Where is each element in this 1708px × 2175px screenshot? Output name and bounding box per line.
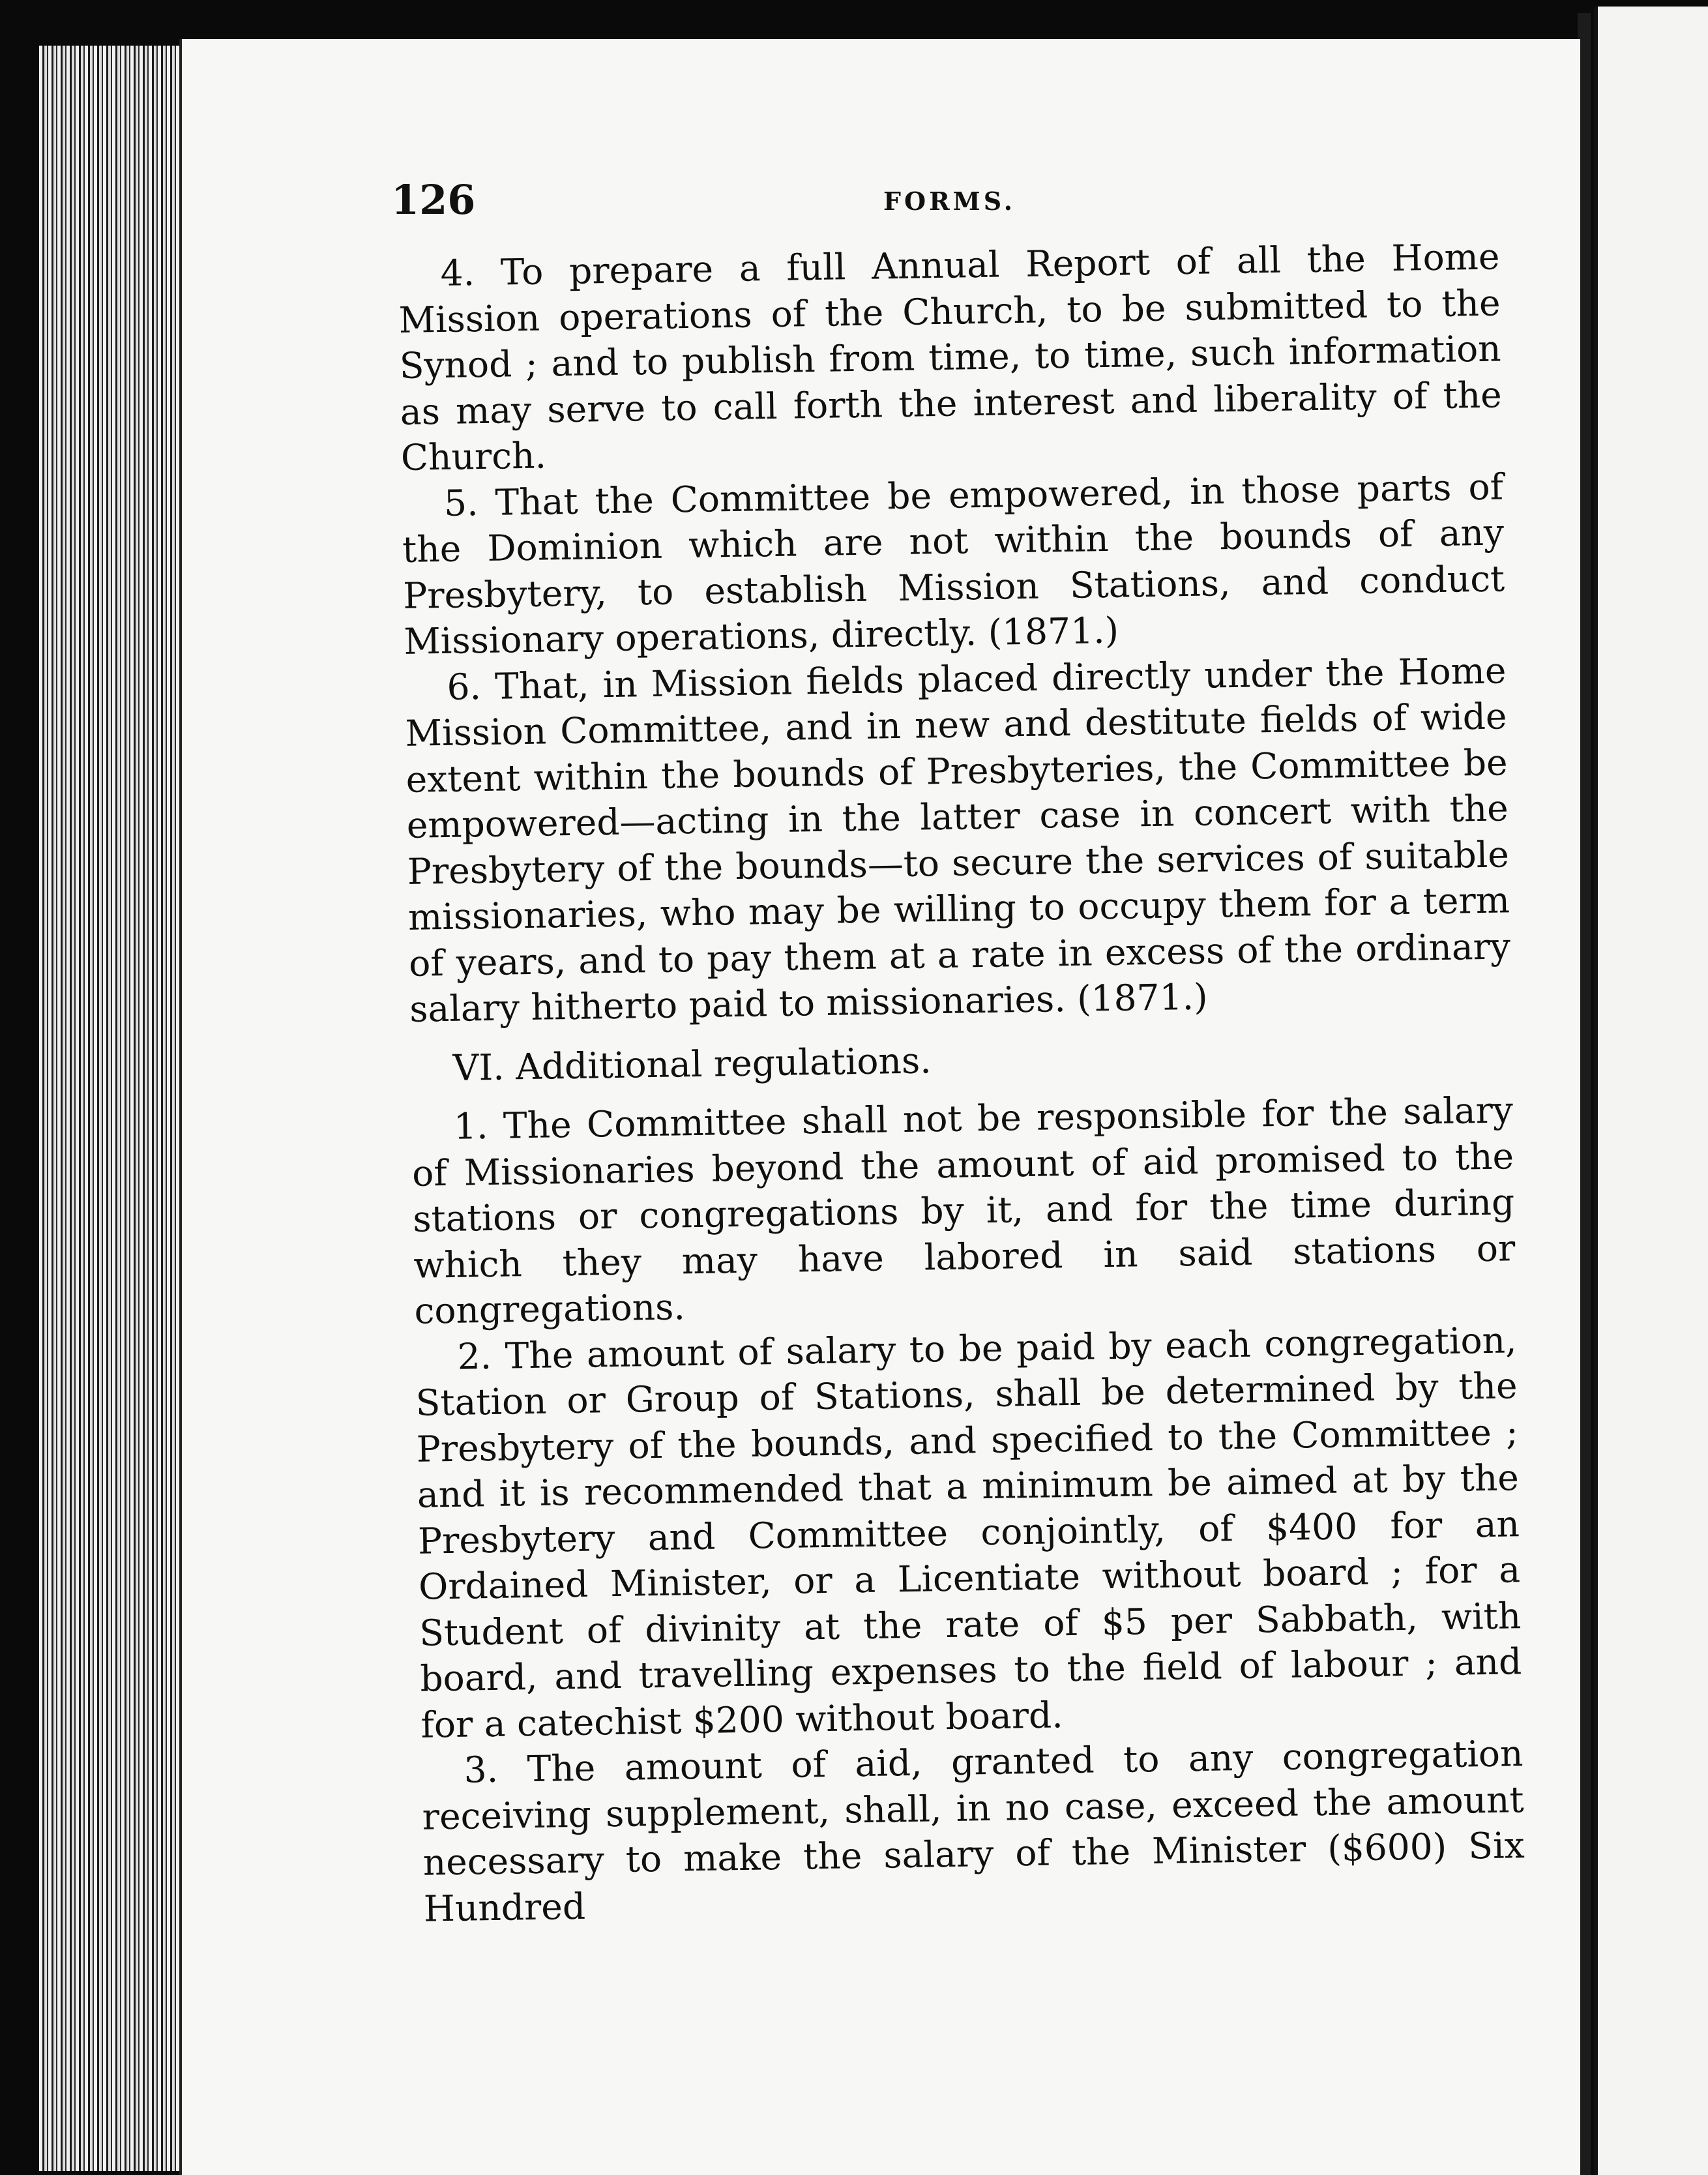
page-header — [391, 176, 1499, 228]
regulation-1: 1. The Committee shall not be responsible for the salary of Missionaries beyond the amount of aid promised to the stations or congregations by it, and for the time during which they may have labored in said stations or congregations. — [411, 1089, 1516, 1332]
page-edges — [39, 46, 183, 2171]
facing-page-edge — [1594, 7, 1708, 2175]
regulation-2: 2. The amount of salary to be paid by each congregation, Station or Group of Stations, shall be determined by the Presbytery of the bounds, and specified to the Committee ; and it is recommended that a minimum be aimed at by the Presbytery and Committee conjointly, of $400 for an Ordained Minister, or a Licentiate without board ; for a Student of divinity at the rate of $5 per Sabbath, with board, and travelling expenses to the field of labour ; and for a catechist $200 without board. — [415, 1318, 1522, 1746]
regulation-3: 3. The amount of aid, granted to any congregation receiving supplement, shall, in no case, exceed the amount necessary to make the salary of the Minister ($600) Six Hundred — [422, 1732, 1525, 1930]
running-head: FORMS. — [883, 186, 1016, 216]
paragraph-4: 4. To prepare a full Annual Report of all the Home Mission operations of the Church, to be submitted to the Synod ; and to publish from time, to time, such information as may serve to call forth the interest and liberality of the Church. — [398, 235, 1503, 479]
paragraph-5: 5. That the Committee be empowered, in those parts of the Dominion which are not within the bounds of any Presbytery, to establish Mission Stations, and conduct Missionary operations, directly. (1871.) — [402, 465, 1505, 662]
page-number: 126 — [391, 176, 476, 224]
page-body — [398, 233, 1525, 1931]
section-heading: VI. Additional regulations. — [452, 1039, 932, 1089]
paragraph-6: 6. That, in Mission fields placed directly under the Home Mission Committee, and in new and destitute fields of wide extent within the bounds of Presbyteries, the Committee be empowered—acting in the latter case in concert with the Presbytery of the bounds—to secure the services of suitable missionaries, who may be willing to occupy them for a term of years, and to pay them at a rate in excess of the ordinary salary hitherto paid to missionaries. (1871.) — [405, 649, 1511, 1030]
